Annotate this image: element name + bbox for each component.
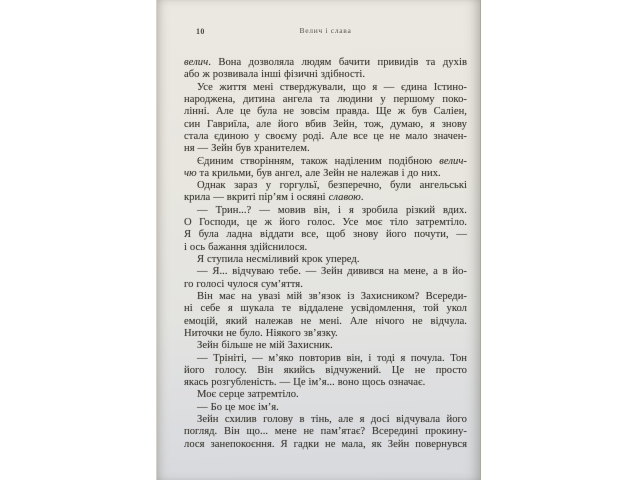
text-segment: стала єдиною у своєму роді. Але все це не мало значен- <box>184 130 467 142</box>
text-line <box>184 69 467 81</box>
text-segment: або ж розвивала інші фізичні здібності. <box>184 69 366 81</box>
text-segment-italic: чю <box>184 167 197 179</box>
text-segment: го голосі чулося сум’яття. <box>184 278 303 290</box>
text-line <box>184 156 467 168</box>
text-segment: і ось бажання здійснилося. <box>184 241 308 253</box>
text-line <box>184 229 467 241</box>
text-segment: емоцій, який належав не мені. Але нічого не відчула. <box>184 315 467 327</box>
text-line <box>184 328 467 340</box>
text-line <box>184 389 467 401</box>
text-line <box>184 94 467 106</box>
text-segment: лося занепокоєння. Я гадки не мала, як Зейн повернувся <box>184 438 467 450</box>
text-segment: Він має на увазі мій зв’язок із Захисником? Всереди- <box>197 290 467 302</box>
text-line <box>184 254 467 266</box>
text-segment: Я ступила несміливий крок уперед. <box>197 254 360 265</box>
text-segment: ня — Зейн був хранителем. <box>184 143 310 155</box>
text-segment: — Бо це моє ім’я. <box>197 401 279 413</box>
text-segment: Зейн схилив голову в тінь, але я досі відчувала його <box>197 414 467 426</box>
text-segment: народжена, дитина ангела та людини у першому поко- <box>184 93 467 105</box>
text-segment-italic: велич- <box>439 155 467 167</box>
text-segment: Я була ладна віддати все, щоб знову його почути, — <box>184 229 467 241</box>
text-segment: . Вона дозволяла людям бачити привидів та духів <box>208 57 467 68</box>
text-line <box>184 426 467 438</box>
text-segment: погляд. Він що... мене не пам’ятає? Всередині прокину- <box>184 426 467 438</box>
page-number: 10 <box>196 27 205 36</box>
text-line <box>184 205 467 217</box>
text-segment: Єдиним створінням, також наділеним подібною <box>197 155 440 167</box>
text-line <box>184 180 467 192</box>
text-line <box>184 82 467 94</box>
text-segment: Зейн більше не мій Захисник. <box>197 340 333 352</box>
text-line <box>184 353 467 365</box>
text-line <box>184 106 467 118</box>
text-line <box>184 242 467 254</box>
text-line <box>184 303 467 315</box>
text-segment: Моє серце затремтіло. <box>197 389 299 401</box>
text-line <box>184 143 467 155</box>
body-text <box>184 57 467 451</box>
text-line <box>184 217 467 229</box>
text-line <box>184 119 467 131</box>
running-head: Велич і слава <box>299 26 352 35</box>
page-header <box>184 26 467 38</box>
text-line <box>184 291 467 303</box>
text-segment: Однак зараз у горгульї, безперечно, були ангельські <box>197 180 467 192</box>
text-segment: О Господи, це ж його голос. Усе моє тіло затремтіло. <box>184 217 467 229</box>
text-segment: його голосу. Він якийсь відчужений. Це не просто <box>184 364 467 376</box>
text-line <box>184 266 467 278</box>
text-line <box>184 131 467 143</box>
text-segment: Усе життя мені стверджували, що я — єдина Істино- <box>197 81 467 93</box>
text-segment: крила — вкриті пір’ям і осяяні <box>184 192 329 204</box>
text-line <box>184 377 467 389</box>
text-segment: ні себе я шукала те віддалене усвідомлення, той укол <box>184 303 467 315</box>
text-segment-italic: славою <box>328 192 361 204</box>
text-line <box>184 316 467 328</box>
text-segment: та крильми, був ангел, але Зейн не належав і до них. <box>196 167 441 179</box>
text-segment: якась розгубленість. — Це ім’я... воно щось означає. <box>184 377 426 389</box>
text-line <box>184 192 467 204</box>
text-line <box>184 57 467 69</box>
book-page <box>156 0 481 480</box>
text-line <box>184 439 467 451</box>
text-segment: — Трин...? — мовив він, і я зробила різкий вдих. <box>197 204 467 216</box>
text-segment: — Трініті, — м’яко повторив він, і тоді я почула. Тон <box>197 352 467 364</box>
text-segment: син Гавриїла, але його вбив Зейн, тож, думаю, я знову <box>184 118 467 130</box>
text-segment-italic: велич <box>184 57 209 68</box>
text-line <box>184 168 467 180</box>
text-segment: . <box>360 192 364 204</box>
text-segment: лінні. Але це була не зовсім правда. Ще ж був Саліен, <box>184 106 467 118</box>
text-segment: — Я... відчуваю тебе. — Зейн дивився на мене, а в йо- <box>197 266 467 278</box>
text-line <box>184 340 467 352</box>
text-line <box>184 414 467 426</box>
text-line <box>184 279 467 291</box>
text-line <box>184 365 467 377</box>
text-segment: Ниточки не було. Ніякого зв’язку. <box>184 327 338 339</box>
text-line <box>184 402 467 414</box>
